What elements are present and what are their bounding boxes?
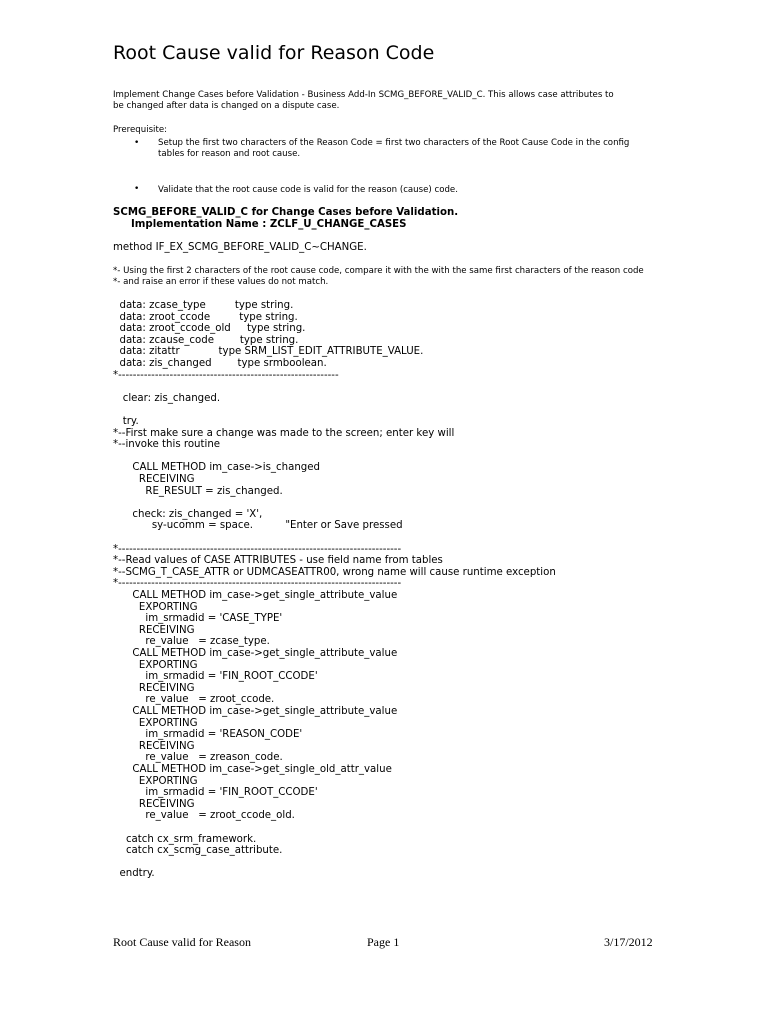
code-line: re_value = zreason_code. (113, 752, 283, 764)
code-line: RECEIVING (113, 474, 195, 485)
code-line: CALL METHOD im_case->get_single_old_attr_value (113, 764, 392, 775)
code-line: CALL METHOD im_case->get_single_attribute_value (113, 590, 398, 601)
code-line: RE_RESULT = zis_changed. (113, 485, 283, 497)
code-line: re_value = zroot_ccode. (113, 694, 275, 706)
code-line: data: zroot_ccode type string. (113, 311, 298, 323)
code-line: *----------------------------------------------------------------------------- (113, 543, 402, 555)
footer-document-name: Root Cause valid for Reason (113, 935, 251, 949)
comment-line-2: *- and raise an error if these values do not match. (113, 277, 329, 287)
code-line: catch cx_srm_framework. (113, 833, 257, 845)
code-line: EXPORTING (113, 717, 198, 729)
code-line: RECEIVING (113, 624, 195, 636)
code-line: EXPORTING (113, 775, 198, 787)
section-heading-line-2: Implementation Name : ZCLF_U_CHANGE_CASES (131, 219, 407, 230)
intro-text-line-1: Implement Change Cases before Validation - Business Add-In SCMG_BEFORE_VALID_C. This allows case attributes to (113, 90, 614, 100)
code-line: CALL METHOD im_case->get_single_attribute_value (113, 706, 398, 717)
code-line: EXPORTING (113, 659, 198, 671)
bullet-icon: • (134, 138, 140, 148)
bullet-2-text: Validate that the root cause code is valid for the reason (cause) code. (158, 185, 458, 195)
code-line: clear: zis_changed. (113, 392, 221, 404)
code-line: CALL METHOD im_case->is_changed (113, 462, 320, 474)
method-line: method IF_EX_SCMG_BEFORE_VALID_C~CHANGE. (113, 242, 367, 253)
code-line: *------------------------------------------------------------ (113, 369, 339, 381)
footer-date: 3/17/2012 (604, 935, 653, 949)
section-heading-line-1: SCMG_BEFORE_VALID_C for Change Cases before Validation. (113, 207, 459, 218)
code-line: endtry. (113, 868, 155, 880)
code-line: data: zcase_type type string. (113, 300, 294, 311)
bullet-1-line-2: tables for reason and root cause. (158, 149, 301, 159)
prerequisite-label: Prerequisite: (113, 125, 168, 135)
code-line: RECEIVING (113, 682, 195, 694)
intro-text-line-2: be changed after data is changed on a dispute case. (113, 101, 340, 111)
comment-line-1: *- Using the first 2 characters of the root cause code, compare it with the with the same first characters of the reason code (113, 266, 644, 276)
code-line: *--First make sure a change was made to the screen; enter key will (113, 427, 455, 439)
code-line: data: zitattr type SRM_LIST_EDIT_ATTRIBUTE_VALUE. (113, 346, 424, 358)
code-line: *--SCMG_T_CASE_ATTR or UDMCASEATTR00, wrong name will cause runtime exception (113, 566, 556, 578)
code-line: data: zis_changed type srmboolean. (113, 358, 327, 369)
code-line: RECEIVING (113, 798, 195, 810)
code-line: check: zis_changed = 'X', (113, 508, 263, 520)
code-line: im_srmadid = 'CASE_TYPE' (113, 613, 283, 625)
code-line: data: zcause_code type string. (113, 334, 299, 346)
bullet-icon: • (134, 184, 140, 194)
code-line: sy-ucomm = space. "Enter or Save pressed (113, 520, 403, 532)
code-line: *--invoke this routine (113, 439, 221, 451)
page-title: Root Cause valid for Reason Code (113, 42, 435, 64)
code-line: re_value = zroot_ccode_old. (113, 810, 295, 822)
code-line: re_value = zcase_type. (113, 636, 270, 648)
code-line: im_srmadid = 'FIN_ROOT_CCODE' (113, 671, 318, 683)
code-line: *----------------------------------------------------------------------------- (113, 578, 402, 590)
bullet-1-line-1: Setup the first two characters of the Reason Code = first two characters of the Root Cause Code in the config (158, 138, 630, 148)
code-line: RECEIVING (113, 740, 195, 752)
code-line: im_srmadid = 'REASON_CODE' (113, 729, 303, 741)
code-line: CALL METHOD im_case->get_single_attribute_value (113, 648, 398, 659)
code-line: im_srmadid = 'FIN_ROOT_CCODE' (113, 787, 318, 799)
code-line: catch cx_scmg_case_attribute. (113, 845, 283, 857)
code-line: EXPORTING (113, 601, 198, 613)
footer-page-number: Page 1 (367, 935, 400, 949)
code-line: *--Read values of CASE ATTRIBUTES - use field name from tables (113, 555, 443, 567)
code-line: data: zroot_ccode_old type string. (113, 323, 306, 335)
code-line: try. (113, 416, 139, 427)
